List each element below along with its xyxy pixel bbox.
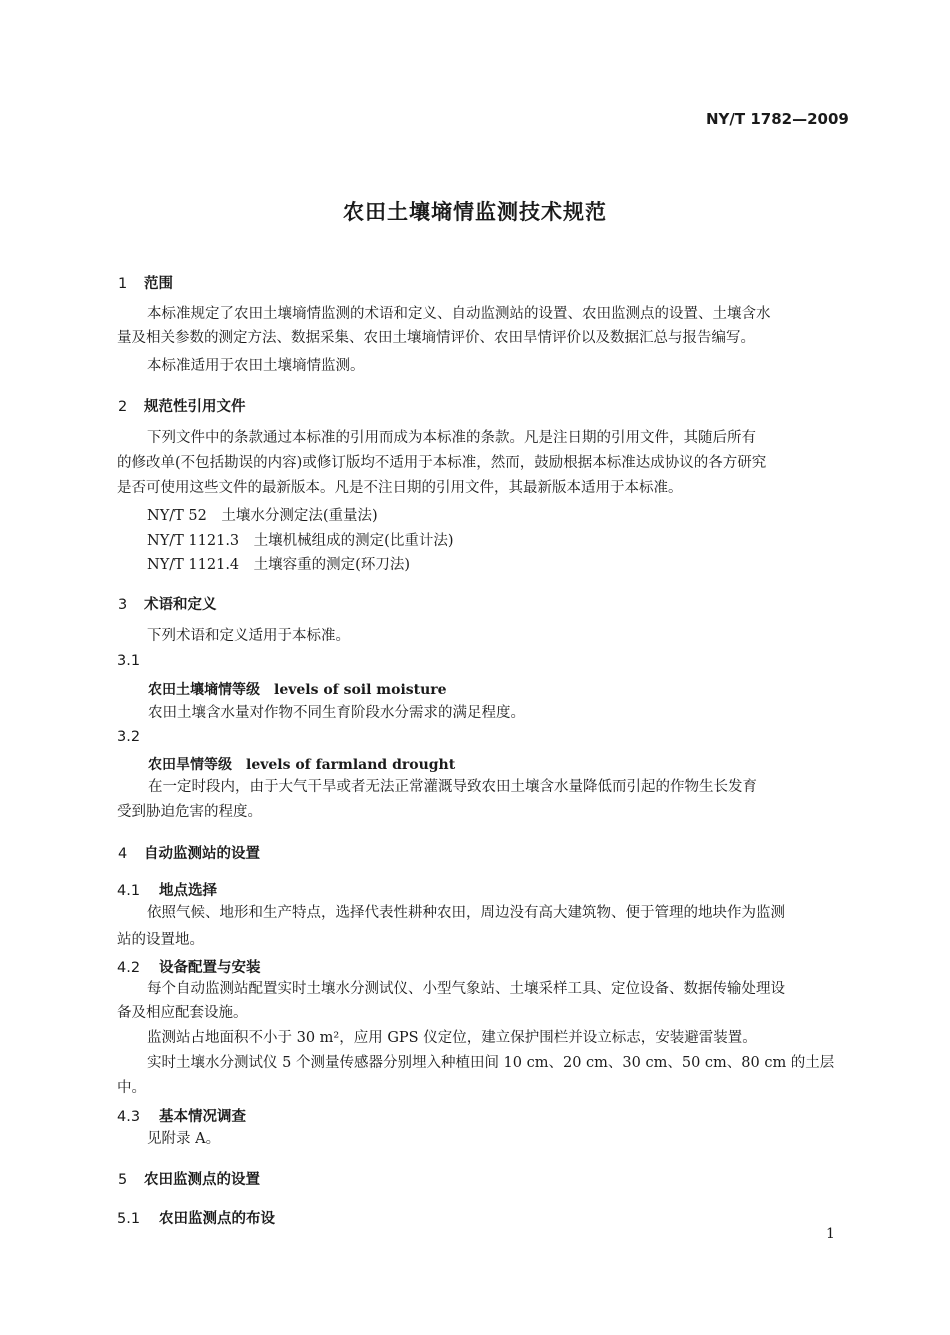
term-english: levels of soil moisture [274,682,447,698]
section-number: 1 [118,276,128,292]
section-number: 2 [118,399,128,415]
section-label: 术语和定义 [144,597,217,613]
paragraph-line: 站的设置地。 [117,932,204,948]
section-label: 规范性引用文件 [144,399,246,415]
section-4-heading [118,842,260,863]
section-label: 范围 [144,276,173,292]
term-english: levels of farmland drought [246,757,456,773]
subsection-label: 基本情况调查 [159,1109,246,1125]
term-entry [148,754,455,774]
term-definition: 农田土壤含水量对作物不同生育阶段水分需求的满足程度。 [148,705,525,721]
paragraph-line: 备及相应配套设施。 [117,1005,248,1021]
paragraph-line: 监测站占地面积不小于 30 m²，应用 GPS 仪定位，建立保护围栏并设立标志，安装避雷装置。 [147,1030,757,1046]
subsection-4-1-heading [117,879,217,900]
term-entry [148,679,447,699]
paragraph-line: 依照气候、地形和生产特点，选择代表性耕种农田，周边没有高大建筑物、便于管理的地块作为监测 [147,905,785,921]
term-definition: 受到胁迫危害的程度。 [117,804,262,820]
section-1-heading [118,272,173,293]
subsection-4-2-heading [117,956,261,977]
term-number: 3.1 [117,653,141,669]
subsection-number: 4.1 [117,883,141,899]
term-chinese: 农田土壤墒情等级 [148,682,260,698]
subsection-5-1-heading [117,1207,275,1228]
paragraph-line: 实时土壤水分测试仪 5 个测量传感器分别埋入种植田间 10 cm、20 cm、30 cm、50 cm、80 cm 的土层 [147,1055,835,1071]
term-number: 3.2 [117,729,141,745]
subsection-label: 地点选择 [159,883,217,899]
section-number: 4 [118,846,128,862]
page-number: 1 [826,1226,835,1242]
section-label: 自动监测站的设置 [144,846,260,862]
paragraph-line: 量及相关参数的测定方法、数据采集、农田土壤墒情评价、农田旱情评价以及数据汇总与报告编写。 [117,330,755,346]
section-3-heading [118,593,217,614]
paragraph-line: 的修改单(不包括勘误的内容)或修订版均不适用于本标准，然而，鼓励根据本标准达成协议的各方研究 [117,455,767,471]
section-5-heading [118,1168,260,1189]
subsection-label: 农田监测点的布设 [159,1211,275,1227]
paragraph-line: 见附录 A。 [147,1131,221,1147]
normative-reference: NY/T 52 土壤水分测定法(重量法) [147,508,378,524]
section-2-heading [118,395,246,416]
subsection-4-3-heading [117,1105,246,1126]
normative-reference: NY/T 1121.4 土壤容重的测定(环刀法) [147,557,410,573]
document-title: 农田土壤墒情监测技术规范 [343,200,607,224]
paragraph-line: 每个自动监测站配置实时土壤水分测试仪、小型气象站、土壤采样工具、定位设备、数据传输处理设 [147,981,785,997]
paragraph-line: 本标准适用于农田土壤墒情监测。 [147,358,365,374]
paragraph-line: 是否可使用这些文件的最新版本。凡是不注日期的引用文件，其最新版本适用于本标准。 [117,480,683,496]
section-label: 农田监测点的设置 [144,1172,260,1188]
subsection-number: 5.1 [117,1211,141,1227]
paragraph-line: 下列术语和定义适用于本标准。 [147,628,350,644]
section-number: 3 [118,597,128,613]
subsection-label: 设备配置与安装 [159,960,261,976]
subsection-number: 4.3 [117,1109,141,1125]
normative-reference: NY/T 1121.3 土壤机械组成的测定(比重计法) [147,533,454,549]
section-number: 5 [118,1172,128,1188]
paragraph-line: 本标准规定了农田土壤墒情监测的术语和定义、自动监测站的设置、农田监测点的设置、土壤含水 [147,306,771,322]
standard-number: NY/T 1782—2009 [706,110,849,128]
term-definition: 在一定时段内，由于大气干旱或者无法正常灌溉导致农田土壤含水量降低而引起的作物生长发育 [148,779,757,795]
paragraph-line: 下列文件中的条款通过本标准的引用而成为本标准的条款。凡是注日期的引用文件，其随后所有 [147,430,756,446]
term-chinese: 农田旱情等级 [148,757,232,773]
paragraph-line: 中。 [117,1080,146,1096]
subsection-number: 4.2 [117,960,141,976]
